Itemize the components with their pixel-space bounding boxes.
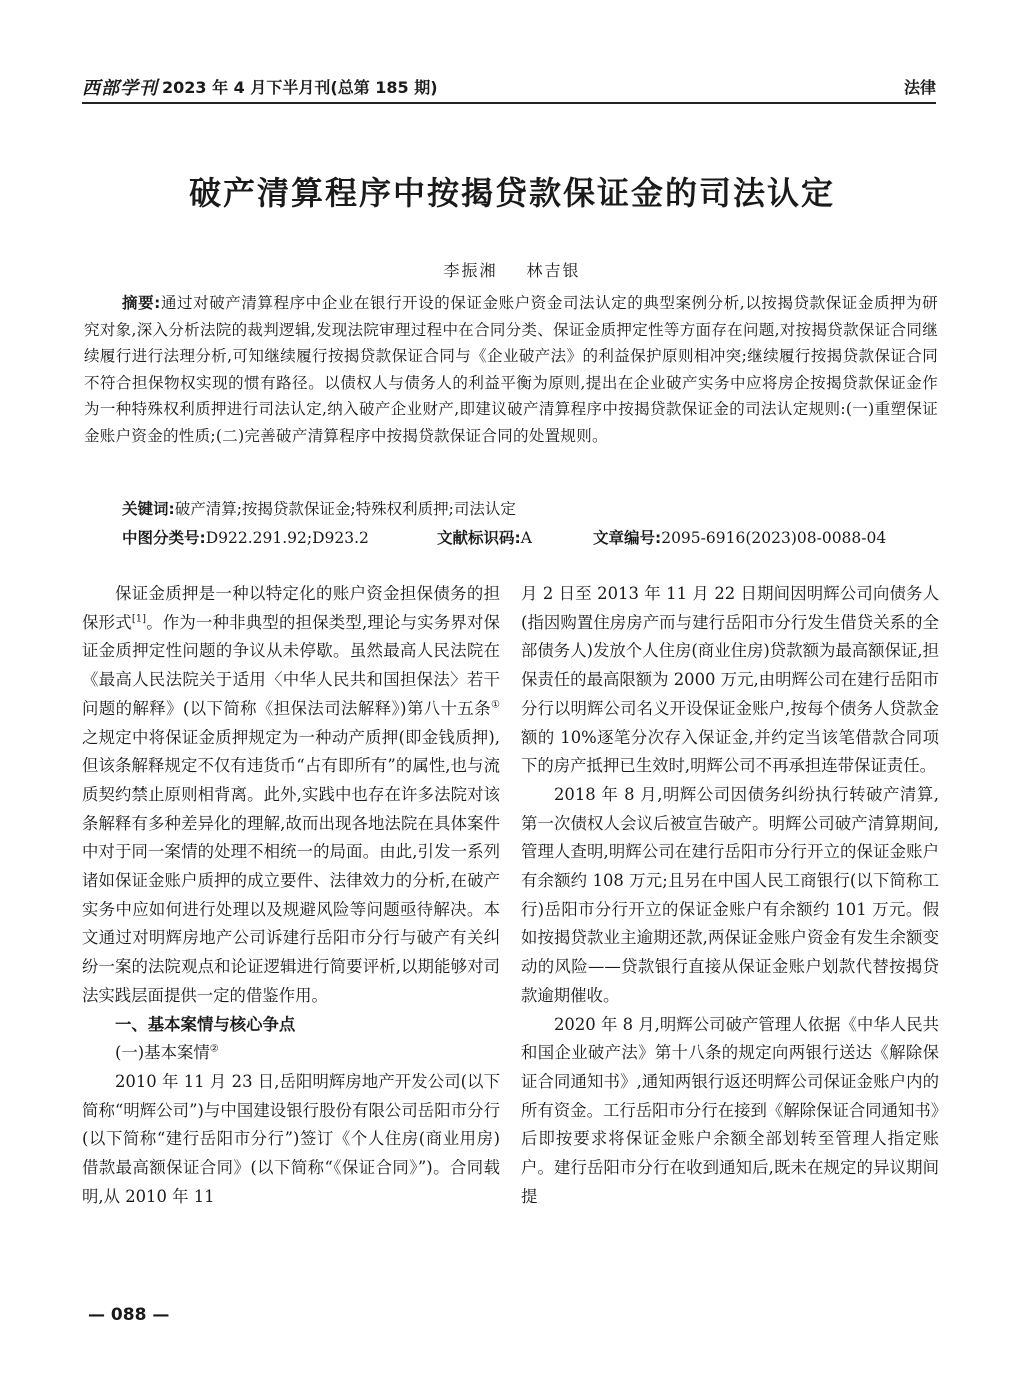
paragraph: 月 2 日至 2013 年 11 月 22 日期间因明辉公司向债务人(指因购置住房房产而与建行岳阳市分行发生借贷关系的全部债务人)发放个人住房(商业住房)贷款额为最高额保证,担保责任的最高限额为 2000 万元,由明辉公司在建行岳阳市分行以明辉公司名义开设保证金账户,按每个债务人贷款金额的 10%逐笔分次存入保证金,并约定当该笔借款合同项下的房产抵押已生效时,明辉公司不再承担连带保证责任。 xyxy=(521,584,939,776)
abstract xyxy=(84,290,938,449)
body-column-right xyxy=(521,580,939,1211)
section-name: 法律 xyxy=(903,78,936,97)
paragraph: 保证金质押是一种以特定化的账户资金担保债务的担保形式[1]。作为一种非典型的担保类型,理论与实务界对保证金质押定性问题的争议从未停歇。虽然最高人民法院在《最高人民法院关于适用〈中华人民共和国担保法〉若干问题的解释》(以下简称《担保法司法解释》)第八十五条①之规定中将保证金质押规定为一种动产质押(即金钱质押),但该条解释规定不仅有违货币“占有即所有”的属性,也与流质契约禁止原则相背离。此外,实践中也存在许多法院对该条解释有多种差异化的理解,故而出现各地法院在具体案件中对于同一案情的处理不相统一的局面。由此,引发一系列诸如保证金账户质押的成立要件、法律效力的分析,在破产实务中应如何进行处理以及规避风险等问题亟待解决。本文通过对明辉房地产公司诉建行岳阳市分行与破产有关纠纷一案的法院观点和论证逻辑进行简要评析,以期能够对司法实践层面提供一定的借鉴作用。 xyxy=(82,584,501,1005)
body-column-left xyxy=(82,580,500,1211)
journal-logo: 西部学刊 xyxy=(82,78,158,99)
clc-number: 中图分类号:D922.291.92;D923.2 xyxy=(122,529,369,547)
subsection-heading: (一)基本案情② xyxy=(115,1043,219,1063)
abstract-text: 通过对破产清算程序中企业在银行开设的保证金账户资金司法认定的典型案例分析,以按揭贷款保证金质押为研究对象,深入分析法院的裁判逻辑,发现法院审理过程中在合同分类、保证金质押定性等方面存在问题,对按揭贷款保证合同继续履行进行法理分析,可知继续履行按揭贷款保证合同与《企业破产法》的利益保护原则相冲突;继续履行按揭贷款保证合同不符合担保物权实现的惯有路径。以债权人与债务人的利益平衡为原则,提出在企业破产实务中应将房企按揭贷款保证金作为一种特殊权利质押进行司法认定,纳入破产企业财产,即建议破产清算程序中按揭贷款保证金的司法认定规则:(一)重塑保证金账户资金的性质;(二)完善破产清算程序中按揭贷款保证合同的处置规则。 xyxy=(84,294,938,445)
running-header xyxy=(82,72,936,104)
keywords-label: 关键词: xyxy=(122,500,175,518)
article-title: 破产清算程序中按揭贷款保证金的司法认定 xyxy=(188,174,835,212)
paragraph: 2018 年 8 月,明辉公司因债务纠纷执行转破产清算,第一次债权人会议后被宣告破产。明辉公司破产清算期间,管理人查明,明辉公司在建行岳阳市分行开立的保证金账户有余额约 108 万元;且另在中国人民工商银行(以下简称工行)岳阳市分行开立的保证金账户有余额约 101 万元。假如按揭贷款业主逾期还款,两保证金账户资金有发生余额变动的风险——贷款银行直接从保证金账户划款代替按揭贷款逾期催收。 xyxy=(521,784,939,1005)
document-code: 文献标识码:A xyxy=(437,529,532,547)
paragraph: 2010 年 11 月 23 日,岳阳明辉房地产开发公司(以下简称“明辉公司”)与中国建设银行股份有限公司岳阳市分行(以下简称“建行岳阳市分行”)签订《个人住房(商业用房)借款最高额保证合同》(以下简称“《保证合同》”)。合同载明,从 2010 年 11 xyxy=(82,1071,500,1206)
citation: [1] xyxy=(131,613,146,625)
journal-issue: 2023 年 4 月下半月刊(总第 185 期) xyxy=(162,78,438,97)
footnote-mark: ② xyxy=(209,1043,219,1055)
page-number: — 088 — xyxy=(88,1305,170,1325)
footnote-mark: ① xyxy=(491,699,500,711)
author-name: 李振湘 xyxy=(443,261,498,280)
author-name: 林吉银 xyxy=(526,261,581,280)
section-heading: 一、基本案情与核心争点 xyxy=(115,1014,296,1034)
abstract-label: 摘要: xyxy=(122,294,161,312)
keywords-text: 破产清算;按揭贷款保证金;特殊权利质押;司法认定 xyxy=(174,500,516,518)
paragraph: 2020 年 8 月,明辉公司破产管理人依据《中华人民共和国企业破产法》第十八条的规定向两银行送达《解除保证合同通知书》,通知两银行返还明辉公司保证金账户内的所有资金。工行岳阳市分行在接到《解除保证合同通知书》后即按要求将保证金账户余额全部划转至管理人指定账户。建行岳阳市分行在收到通知后,既未在规定的异议期间提 xyxy=(521,1014,939,1206)
authors xyxy=(0,258,1024,281)
article-number: 文章编号:2095-6916(2023)08-0088-04 xyxy=(593,529,887,547)
keywords xyxy=(122,497,516,519)
